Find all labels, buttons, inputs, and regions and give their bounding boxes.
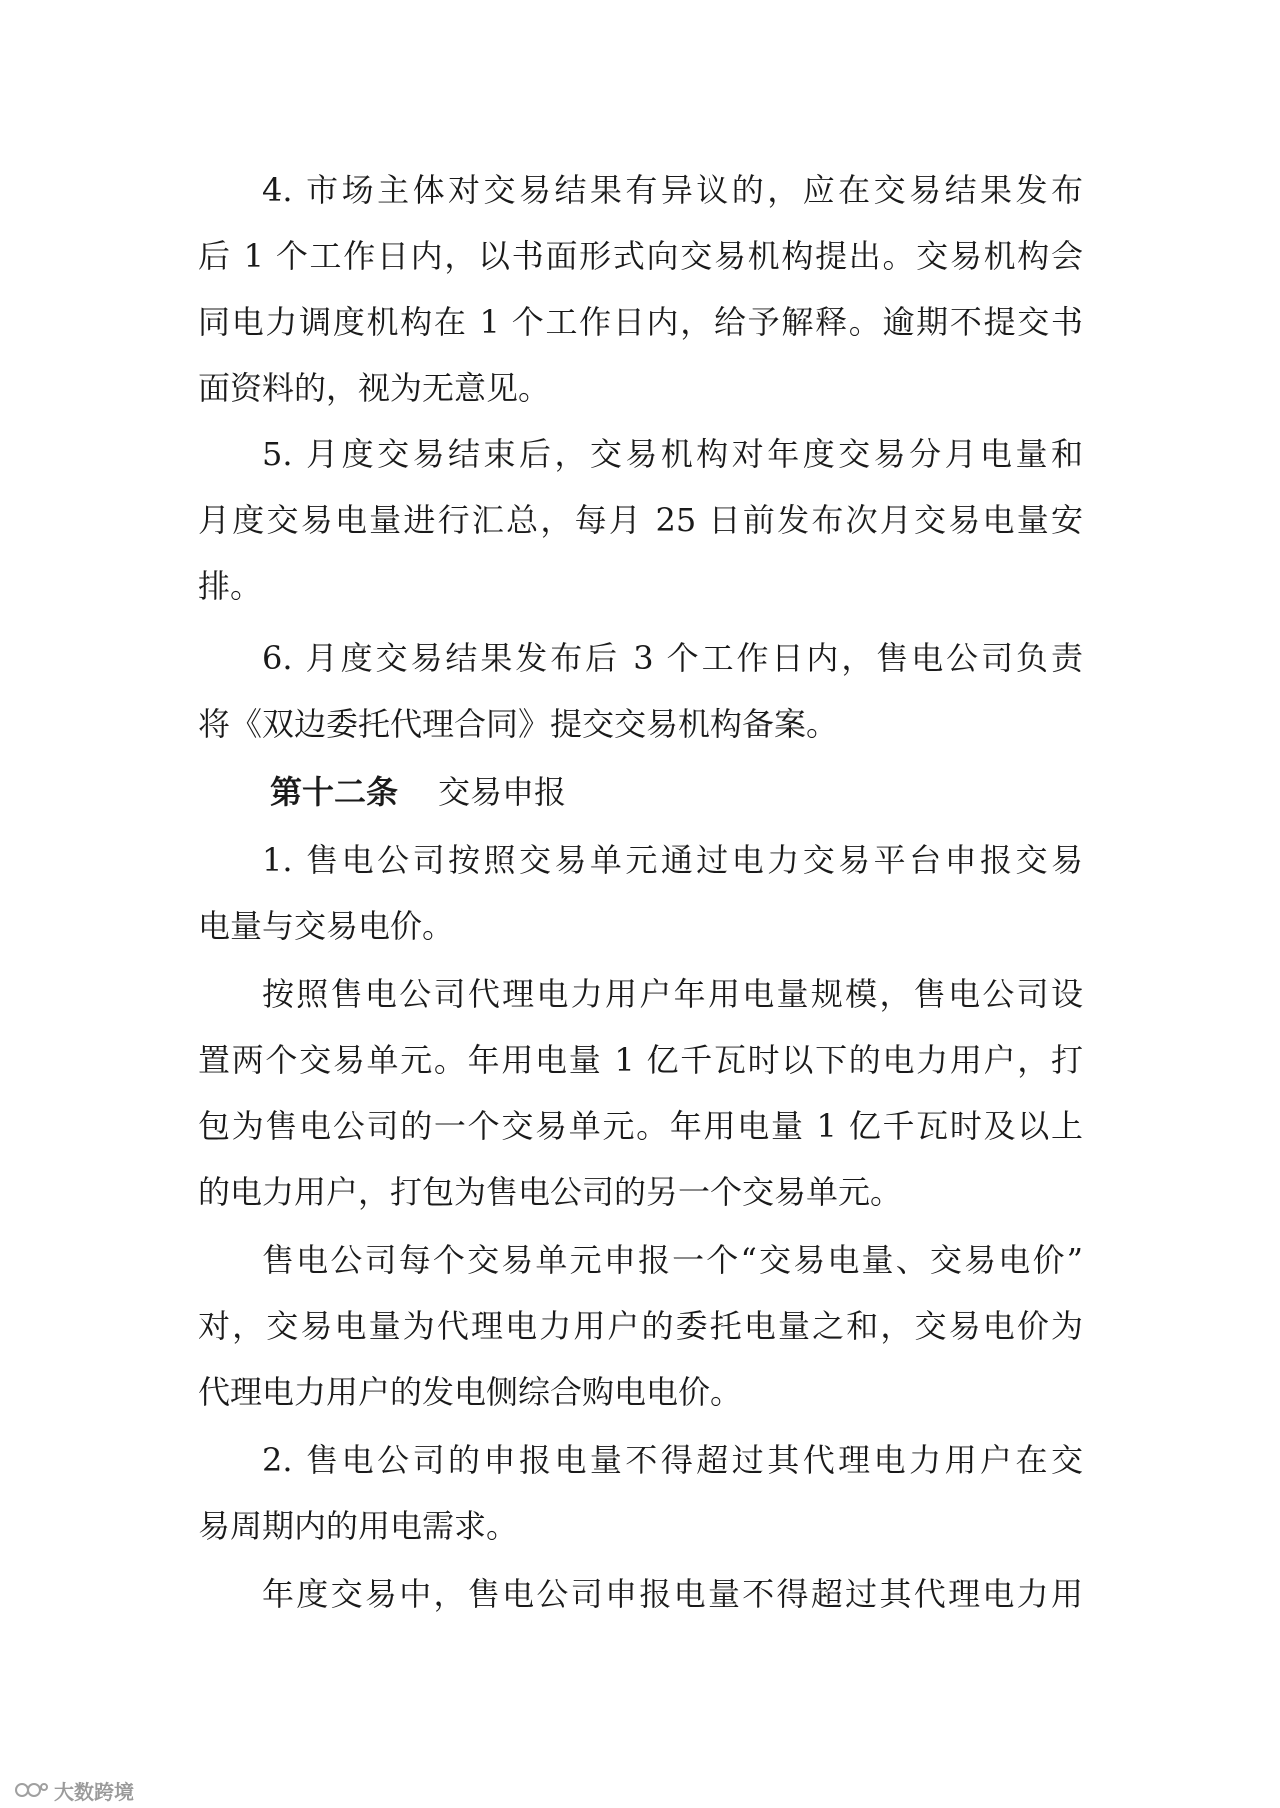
- units-line-1: 按照售电公司代理电力用户年用电量规模，售电公司设: [262, 975, 1083, 1013]
- units-line-2: 置两个交易单元。年用电量 1 亿千瓦时以下的电力用户，打: [198, 1041, 1083, 1079]
- paragraph-6-line-1: 6. 月度交易结果发布后 3 个工作日内，售电公司负责: [262, 639, 1083, 677]
- item-2-line-2: 易周期内的用电需求。: [198, 1507, 519, 1545]
- annual-line-1: 年度交易中，售电公司申报电量不得超过其代理电力用: [262, 1575, 1083, 1613]
- item-1-line-1: 1. 售电公司按照交易单元通过电力交易平台申报交易: [262, 841, 1083, 879]
- paragraph-5-line-1: 5. 月度交易结束后，交易机构对年度交易分月电量和: [262, 435, 1083, 473]
- watermark-text: 大数跨境: [54, 1779, 134, 1804]
- declaration-line-1: 售电公司每个交易单元申报一个“交易电量、交易电价”: [262, 1241, 1083, 1279]
- paragraph-5-line-2: 月度交易电量进行汇总，每月 25 日前发布次月交易电量安: [198, 501, 1083, 539]
- paragraph-5-line-3: 排。: [198, 567, 263, 605]
- paragraph-4-line-1: 4. 市场主体对交易结果有异议的，应在交易结果发布: [262, 171, 1083, 209]
- declaration-line-2: 对，交易电量为代理电力用户的委托电量之和，交易电价为: [198, 1307, 1083, 1345]
- paragraph-4-line-2: 后 1 个工作日内，以书面形式向交易机构提出。交易机构会: [198, 237, 1083, 275]
- section-number: 第十二条: [270, 773, 399, 811]
- units-line-4: 的电力用户，打包为售电公司的另一个交易单元。: [198, 1173, 903, 1211]
- paragraph-6-line-2: 将《双边委托代理合同》提交交易机构备案。: [198, 705, 839, 743]
- item-2-line-1: 2. 售电公司的申报电量不得超过其代理电力用户在交: [262, 1441, 1083, 1479]
- watermark: [14, 1778, 134, 1802]
- declaration-line-3: 代理电力用户的发电侧综合购电电价。: [198, 1373, 743, 1411]
- section-heading: [270, 764, 566, 820]
- section-title: 交易申报: [438, 773, 567, 811]
- units-line-3: 包为售电公司的一个交易单元。年用电量 1 亿千瓦时及以上: [198, 1107, 1083, 1145]
- paragraph-4-line-4: 面资料的，视为无意见。: [198, 369, 551, 407]
- item-1-line-2: 电量与交易电价。: [198, 907, 455, 945]
- paragraph-4-line-3: 同电力调度机构在 1 个工作日内，给予解释。逾期不提交书: [198, 303, 1083, 341]
- brand-logo-icon: [14, 1780, 48, 1800]
